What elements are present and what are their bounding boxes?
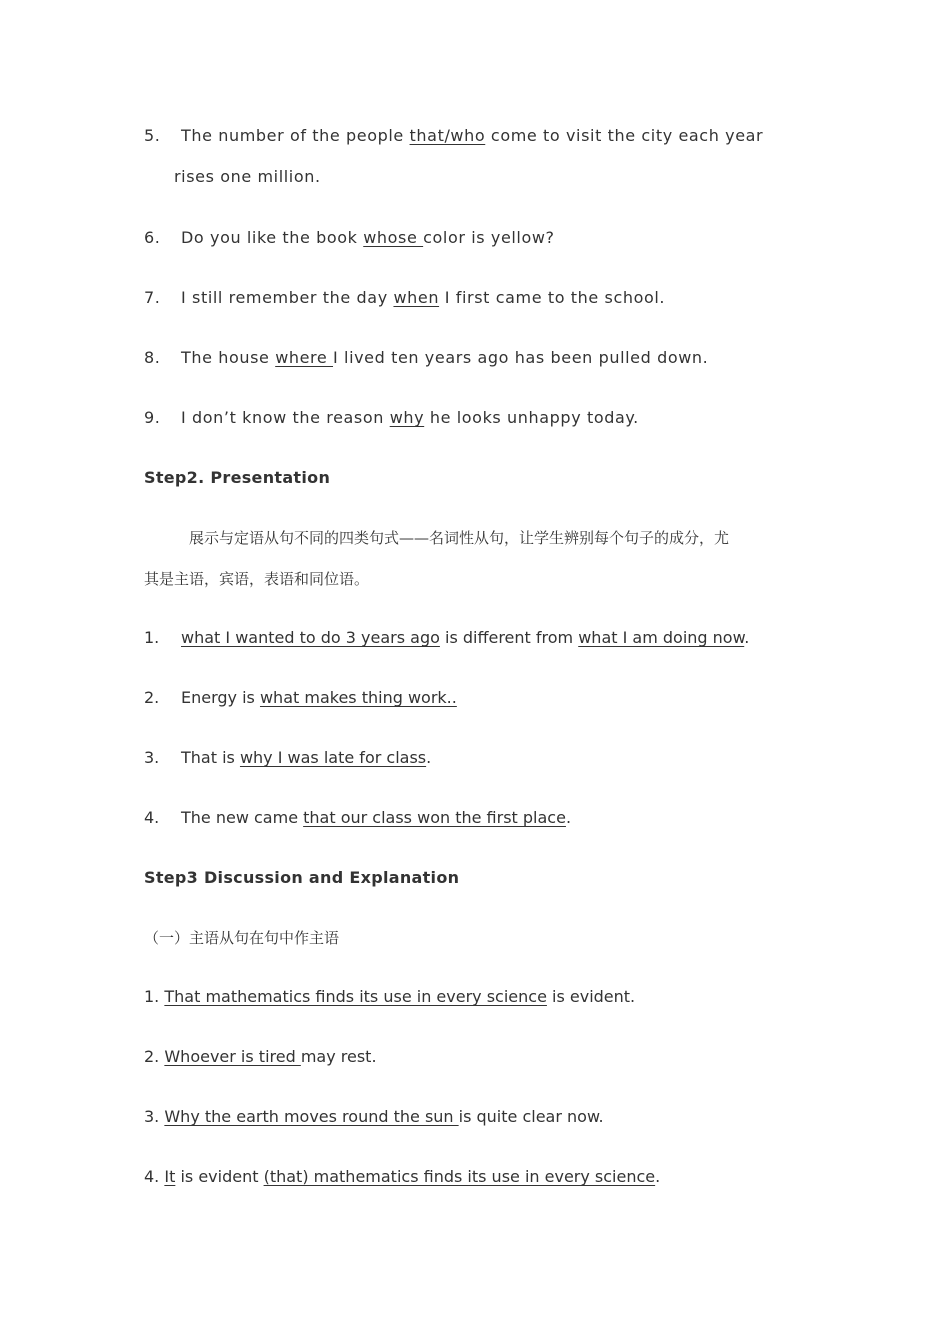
item-number: 3. <box>144 1107 165 1126</box>
item-number: 1. <box>144 987 165 1006</box>
sentence-text: The new came <box>181 808 304 827</box>
relative-item-5-continuation: rises one million. <box>174 167 321 186</box>
sentence-text: he looks unhappy today. <box>424 408 639 427</box>
item-number: 4. <box>144 808 160 827</box>
underlined-clause: It <box>164 1167 176 1186</box>
sentence-text: I don’t know the reason <box>181 408 390 427</box>
underlined-clause: (that) mathematics finds its use in every science <box>263 1167 656 1186</box>
underlined-answer: when <box>393 288 440 307</box>
step2-heading: Step2. Presentation <box>144 468 331 487</box>
sentence-text: Do you like the book <box>181 228 364 247</box>
underlined-answer: why <box>389 408 425 427</box>
presentation-item-1 <box>144 628 749 648</box>
underlined-answer: whose <box>363 228 424 247</box>
sentence-text: is evident <box>175 1167 264 1186</box>
underlined-clause: why I was late for class <box>239 748 427 767</box>
underlined-clause: what I wanted to do 3 years ago <box>181 628 440 647</box>
underlined-clause: Whoever is tired <box>164 1047 301 1066</box>
relative-item-9 <box>144 408 639 428</box>
subject-item-4 <box>144 1167 660 1187</box>
sentence-text: I lived ten years ago has been pulled down. <box>333 348 709 367</box>
sentence-text: The house <box>181 348 276 367</box>
sentence-text: come to visit the city each year <box>485 126 764 145</box>
step3-heading: Step3 Discussion and Explanation <box>144 868 460 887</box>
underlined-answer: where <box>275 348 334 367</box>
underlined-clause: what I am doing now <box>578 628 745 647</box>
item-number: 8. <box>144 348 161 367</box>
sentence-text: is evident. <box>546 987 636 1006</box>
relative-item-5 <box>144 126 763 146</box>
item-number: 2. <box>144 1047 165 1066</box>
sentence-text: color is yellow? <box>423 228 555 247</box>
sentence-text: Energy is <box>181 688 260 707</box>
presentation-item-2 <box>144 688 457 708</box>
sentence-text: . <box>655 1167 661 1186</box>
sentence-text: I still remember the day <box>181 288 394 307</box>
sentence-text: That is <box>181 748 240 767</box>
presentation-item-3 <box>144 748 431 768</box>
item-number: 7. <box>144 288 161 307</box>
item-number: 1. <box>144 628 160 647</box>
relative-item-8 <box>144 348 708 368</box>
item-number: 6. <box>144 228 161 247</box>
subject-item-3 <box>144 1107 604 1127</box>
relative-item-6 <box>144 228 555 248</box>
sentence-text: I first came to the school. <box>439 288 666 307</box>
underlined-clause: what makes thing work.. <box>259 688 457 707</box>
item-number: 3. <box>144 748 160 767</box>
item-number: 5. <box>144 126 161 145</box>
step3-subheading: （一）主语从句在句中作主语 <box>144 929 340 947</box>
sentence-text: is quite clear now. <box>458 1107 604 1126</box>
item-number: 2. <box>144 688 160 707</box>
underlined-clause: that our class won the first place <box>303 808 566 827</box>
sentence-text: . <box>744 628 750 647</box>
subject-item-2 <box>144 1047 377 1067</box>
sentence-text: is different from <box>439 628 579 647</box>
step2-description-line2: 其是主语，宾语，表语和同位语。 <box>144 570 370 588</box>
relative-item-7 <box>144 288 665 308</box>
underlined-clause: That mathematics finds its use in every science <box>164 987 547 1006</box>
presentation-item-4 <box>144 808 571 828</box>
sentence-text: The number of the people <box>181 126 410 145</box>
item-number: 4. <box>144 1167 165 1186</box>
sentence-text: . <box>426 748 432 767</box>
step2-description-line1: 展示与定语从句不同的四类句式——名词性从句，让学生辨别每个句子的成分，尤 <box>189 529 730 547</box>
underlined-answer: that/who <box>409 126 486 145</box>
subject-item-1 <box>144 987 635 1007</box>
sentence-text: may rest. <box>300 1047 377 1066</box>
item-number: 9. <box>144 408 161 427</box>
underlined-clause: Why the earth moves round the sun <box>164 1107 459 1126</box>
sentence-text: . <box>565 808 572 827</box>
